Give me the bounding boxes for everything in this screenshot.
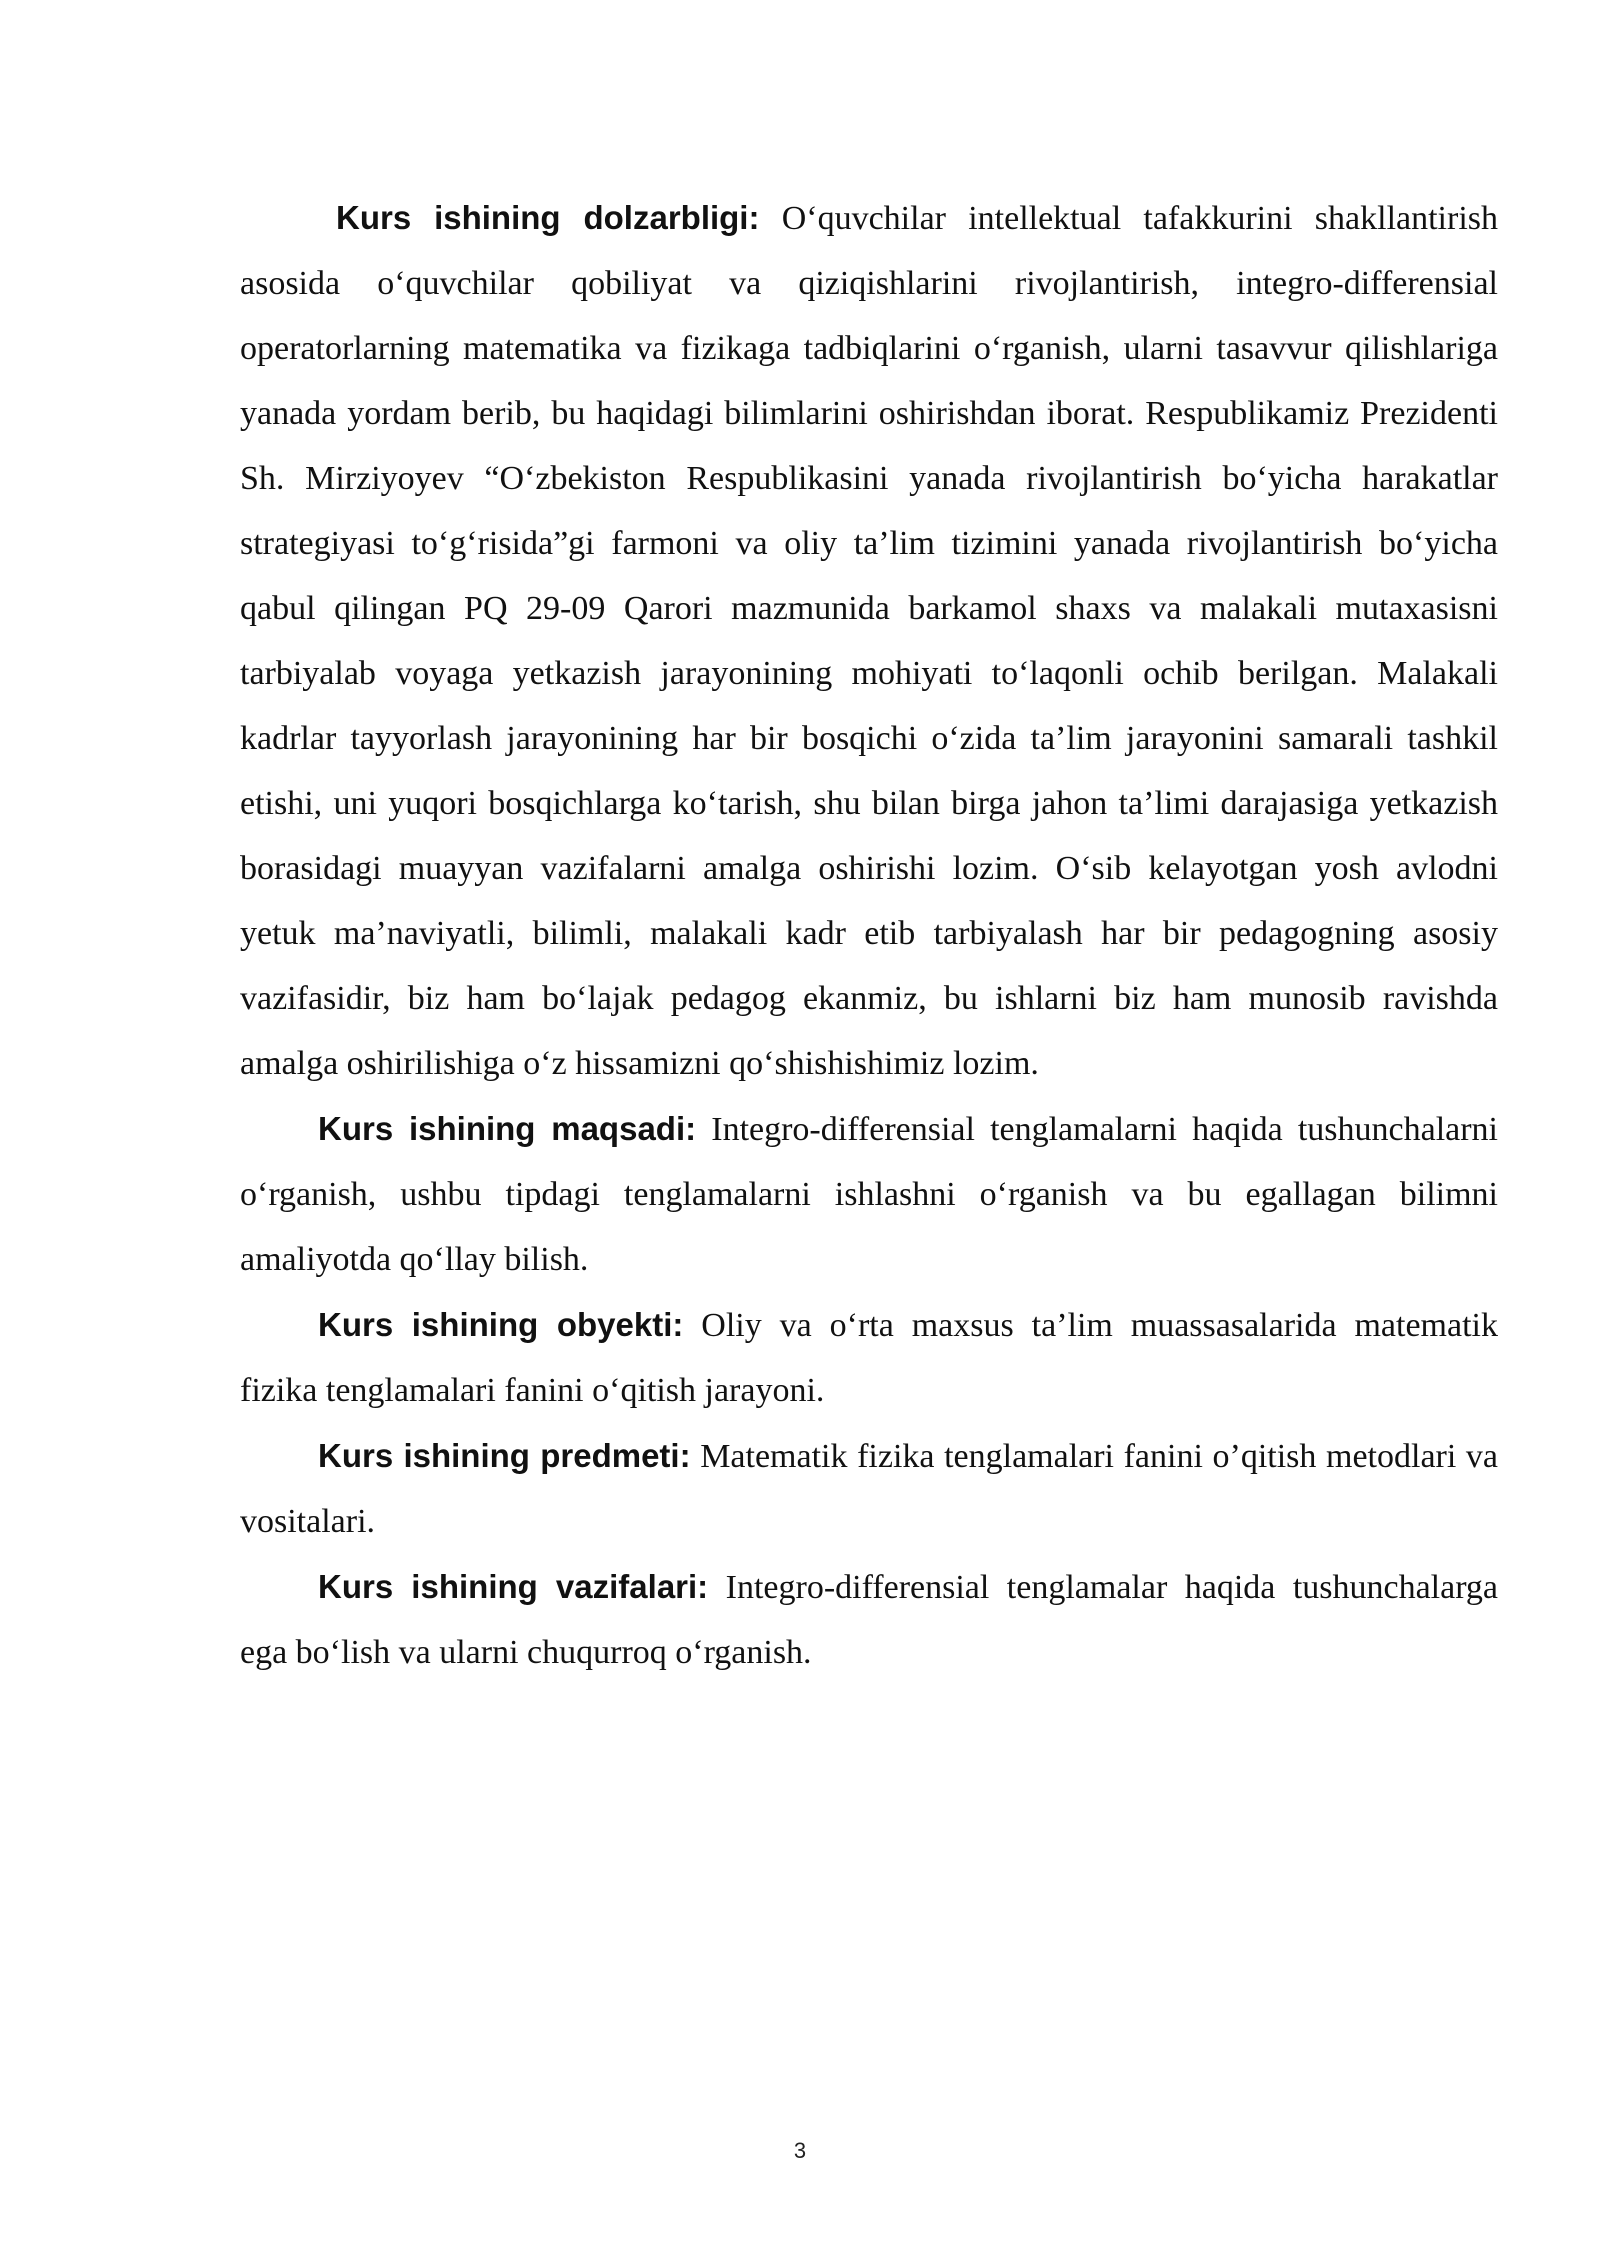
paragraph-text: O‘quvchilar intellektual tafakkurini shakllantirish asosida o‘quvchilar qobiliyat va qiziqishlarini rivojlantirish, integro-differensial operatorlarning matematika va fizikaga tadbiqlarini o‘rganish, ularni tasavvur qilishlariga yanada yordam berib, bu haqidagi bilimlarini oshirishdan iborat. Respublikamiz Prezidenti Sh. Mirziyoyev “O‘zbekiston Respublikasini yanada rivojlantirish bo‘yicha harakatlar strategiyasi to‘g‘risida”gi farmoni va oliy ta’lim tizimini yanada rivojlantirish bo‘yicha qabul qilingan PQ 29-09 Qarori mazmunida barkamol shaxs va malakali mutaxasisni tarbiyalab voyaga yetkazish jarayonining mohiyati to‘laqonli ochib berilgan. Malakali kadrlar tayyorlash jarayonining har bir bosqichi o‘zida ta’lim jarayonini samarali tashkil etishi, uni yuqori bosqichlarga ko‘tarish, shu bilan birga jahon ta’limi darajasiga yetkazish borasidagi muayyan vazifalarni amalga oshirishi lozim. O‘sib kelayotgan yosh avlodni yetuk ma’naviyatli, bilimli, malakali kadr etib tarbiyalash har bir pedagogning asosiy vazifasidir, biz ham bo‘lajak pedagog ekanmiz, bu ishlarni biz ham munosib ravishda amalga oshirilishiga o‘z hissamizni qo‘shishishimiz lozim. [240,200,1498,1082]
paragraph-text: Integro-differensial tenglamalar haqida tushunchalarga ega bo‘lish va ularni chuqurroq o‘rganish. [240,1569,1499,1671]
paragraph-label: Kurs ishining predmeti: [318,1437,691,1474]
paragraph-label: Kurs ishining maqsadi: [318,1110,697,1147]
paragraph-label: Kurs ishining obyekti: [318,1306,684,1343]
paragraph-object [240,1292,1498,1423]
paragraph-relevance [240,185,1498,1096]
paragraph-subject [240,1423,1498,1554]
paragraph-text: Integro-differensial tenglamalarni haqida tushunchalarni o‘rganish, ushbu tipdagi tenglamalarni ishlashni o‘rganish va bu egallagan bilimni amaliyotda qo‘llay bilish. [240,1111,1499,1278]
document-body [240,185,1498,1685]
paragraph-text: Matematik fizika tenglamalari fanini o’qitish metodlari va vositalari. [240,1438,1498,1540]
paragraph-label: Kurs ishining vazifalari: [318,1568,709,1605]
paragraph-label: Kurs ishining dolzarbligi: [336,199,760,236]
paragraph-goal [240,1096,1498,1292]
paragraph-text: Oliy va o‘rta maxsus ta’lim muassasalarida matematik fizika tenglamalari fanini o‘qitish jarayoni. [240,1307,1498,1409]
paragraph-tasks [240,1554,1498,1685]
page-number: 3 [793,2138,807,2163]
